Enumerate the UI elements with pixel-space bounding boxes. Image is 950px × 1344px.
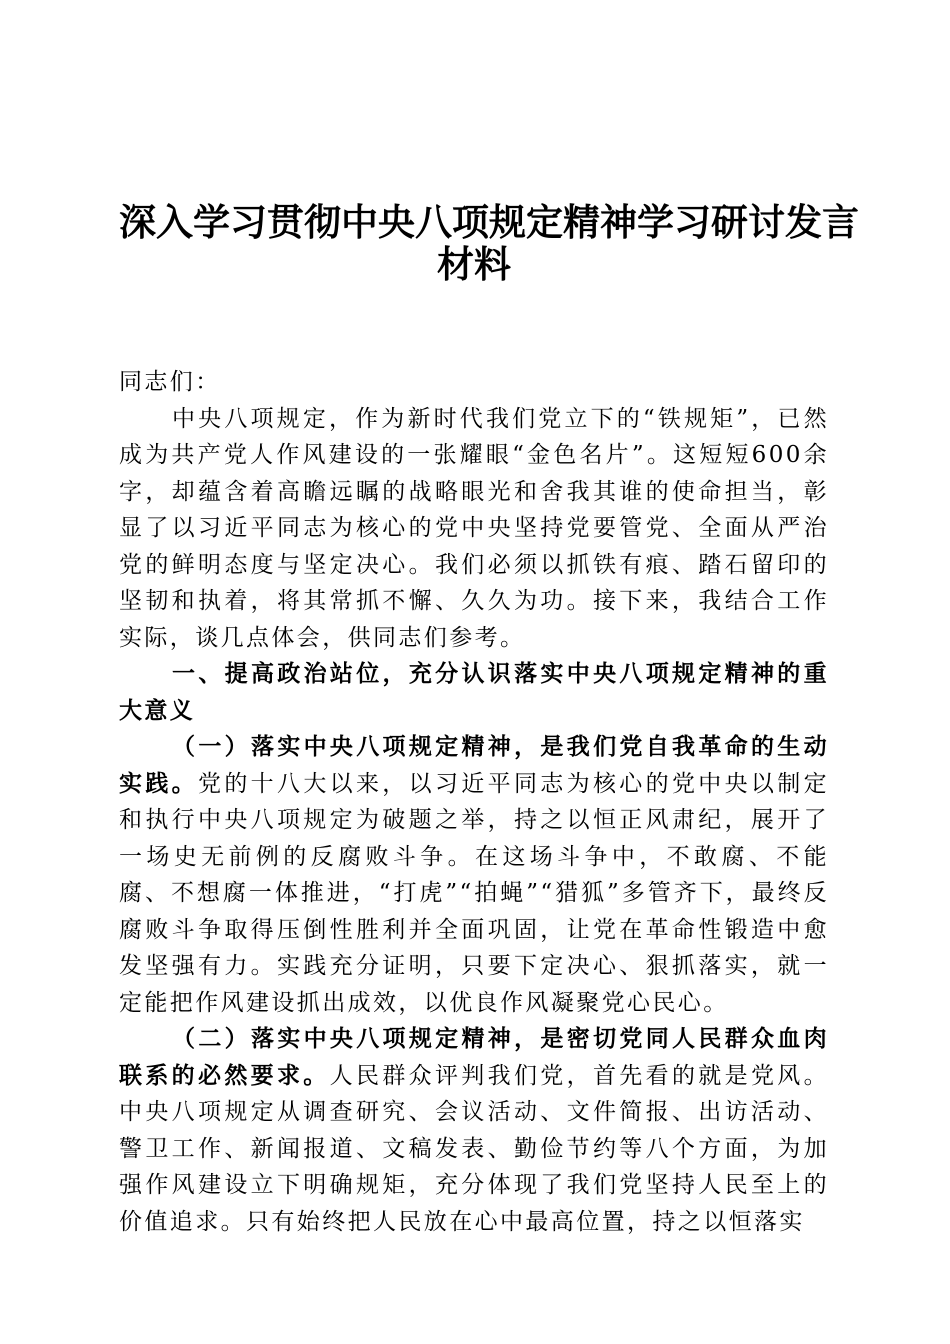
salutation: 同志们： <box>119 369 221 395</box>
document-title-line-1: 深入学习贯彻中央八项规定精神学习研讨发言 <box>119 200 859 244</box>
intro-paragraph: 中央八项规定，作为新时代我们党立下的“铁规矩”，已然成为共产党人作风建设的一张耀眼“金色名片”。这短短600余字，却蕴含着高瞻远瞩的战略眼光和舍我其谁的使命担当，彰显了以习近平同志为核心的党中央坚持党要管党、全面从严治党的鲜明态度与坚定决心。我们必须以抓铁有痕、踏石留印的坚韧和执着，将其常抓不懈、久久为功。接下来，我结合工作实际，谈几点体会，供同志们参考。 <box>119 405 829 651</box>
point-1-heading: （一）落实中央八项规定精神，是我们党自我革命的生动实践。 <box>119 733 829 797</box>
document-title-line-2: 材料 <box>437 242 511 286</box>
point-2-body: 人民群众评判我们党，首先看的就是党风。中央八项规定从调查研究、会议活动、文件简报、出访活动、警卫工作、新闻报道、文稿发表、勤俭节约等八个方面，为加强作风建设立下明确规矩，充分体现了我们党坚持人民至上的价值追求。只有始终把人民放在心中最高位置，持之以恒落实 <box>119 1062 830 1235</box>
document-body <box>119 364 829 1240</box>
point-1-paragraph <box>119 729 829 1021</box>
point-2-paragraph <box>119 1021 829 1240</box>
point-1-body: 党的十八大以来，以习近平同志为核心的党中央以制定和执行中央八项规定为破题之举，持之以恒正风肃纪，展开了一场史无前例的反腐败斗争。在这场斗争中，不敢腐、不能腐、不想腐一体推进，“打虎”“拍蝇”“猎狐”多管齐下，最终反腐败斗争取得压倒性胜利并全面巩固，让党在革命性锻造中愈发坚强有力。实践充分证明，只要下定决心、狠抓落实，就一定能把作风建设抓出成效，以优良作风凝聚党心民心。 <box>119 770 829 1016</box>
point-2-heading: （二）落实中央八项规定精神，是密切党同人民群众血肉联系的必然要求。 <box>119 1025 829 1089</box>
section-1-heading: 一、提高政治站位，充分认识落实中央八项规定精神的重大意义 <box>119 660 829 724</box>
